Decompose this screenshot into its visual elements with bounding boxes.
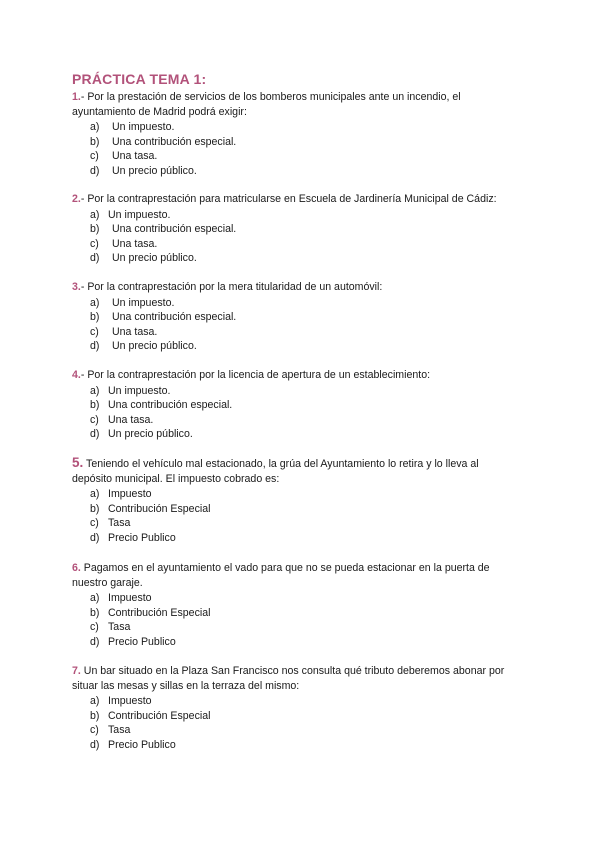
option-item (72, 606, 532, 621)
option-item (72, 502, 532, 517)
option-text: Impuesto (108, 695, 152, 708)
options-list (72, 694, 532, 752)
option-letter: a) (90, 488, 100, 501)
option-item (72, 384, 532, 399)
option-text: Una contribución especial. (112, 223, 237, 236)
option-text: Tasa (108, 724, 131, 737)
option-letter: d) (90, 252, 100, 265)
option-letter: c) (90, 413, 99, 426)
options-list (72, 296, 532, 354)
option-letter: b) (90, 311, 100, 324)
option-item (72, 222, 532, 237)
option-item (72, 149, 532, 164)
option-letter: d) (90, 635, 100, 648)
option-text: Contribución Especial (108, 606, 211, 619)
option-letter: a) (90, 208, 100, 221)
option-letter: c) (90, 517, 99, 530)
option-letter: d) (90, 340, 100, 353)
option-text: Tasa (108, 517, 131, 530)
option-item (72, 237, 532, 252)
option-letter: a) (90, 296, 100, 309)
options-list (72, 384, 532, 442)
option-text: Una tasa. (112, 325, 158, 338)
question-text-line: situar las mesas y sillas en la terraza del mismo: (72, 679, 300, 692)
question-text-line: 5. Teniendo el vehículo mal estacionado, la grúa del Ayuntamiento lo retira y lo lleva al (72, 455, 479, 470)
option-text: Precio Publico (108, 738, 176, 751)
option-text: Un precio público. (112, 164, 197, 177)
question-3 (72, 280, 532, 354)
option-text: Contribución Especial (108, 502, 211, 515)
option-text: Contribución Especial (108, 709, 211, 722)
question-2 (72, 192, 532, 266)
option-item (72, 325, 532, 340)
option-text: Una contribución especial. (112, 135, 237, 148)
question-number: 5. (72, 455, 84, 470)
question-number: 4. (72, 369, 81, 381)
question-number: 7. (72, 665, 81, 677)
options-list (72, 591, 532, 649)
question-text-line: 4.- Por la contraprestación por la licencia de apertura de un establecimiento: (72, 369, 431, 381)
option-letter: c) (90, 150, 99, 163)
option-letter: a) (90, 384, 100, 397)
option-item (72, 694, 532, 709)
option-item (72, 487, 532, 502)
question-6 (72, 561, 532, 650)
option-item (72, 339, 532, 354)
option-item (72, 723, 532, 738)
option-letter: a) (90, 121, 100, 134)
option-item (72, 738, 532, 753)
option-item (72, 120, 532, 135)
option-text: Una contribución especial. (108, 399, 233, 412)
option-text: Impuesto (108, 592, 152, 605)
option-text: Tasa (108, 621, 131, 634)
options-list (72, 120, 532, 178)
option-text: Un impuesto. (112, 121, 175, 134)
option-item (72, 208, 532, 223)
option-item (72, 251, 532, 266)
option-text: Una contribución especial. (112, 311, 237, 324)
question-text-line: 1.- Por la prestación de servicios de los bomberos municipales ante un incendio, el (72, 91, 461, 103)
option-letter: b) (90, 502, 100, 515)
question-text-line: 2.- Por la contraprestación para matricularse en Escuela de Jardinería Municipal de Cádiz: (72, 193, 497, 205)
option-text: Precio Publico (108, 531, 176, 544)
option-text: Un impuesto. (108, 208, 171, 221)
option-letter: c) (90, 325, 99, 338)
option-letter: d) (90, 738, 100, 751)
question-text-line: 6. Pagamos en el ayuntamiento el vado para que no se pueda estacionar en la puerta de (72, 562, 490, 574)
option-text: Precio Publico (108, 635, 176, 648)
option-item (72, 591, 532, 606)
option-letter: b) (90, 135, 100, 148)
option-letter: b) (90, 606, 100, 619)
question-4 (72, 368, 532, 442)
question-1 (72, 90, 532, 179)
option-letter: b) (90, 399, 100, 412)
option-letter: a) (90, 592, 100, 605)
options-list (72, 487, 532, 545)
option-text: Un impuesto. (108, 384, 171, 397)
question-number: 3. (72, 281, 81, 293)
option-text: Impuesto (108, 488, 152, 501)
option-item (72, 516, 532, 531)
option-letter: d) (90, 531, 100, 544)
option-item (72, 427, 532, 442)
question-text-line: 3.- Por la contraprestación por la mera titularidad de un automóvil: (72, 281, 383, 293)
option-item (72, 531, 532, 546)
option-letter: d) (90, 428, 100, 441)
option-text: Una tasa. (112, 237, 158, 250)
question-text-line: depósito municipal. El impuesto cobrado es: (72, 472, 280, 485)
option-item (72, 296, 532, 311)
question-5 (72, 456, 532, 546)
option-letter: c) (90, 621, 99, 634)
option-text: Una tasa. (108, 413, 154, 426)
option-item (72, 413, 532, 428)
question-text-line: ayuntamiento de Madrid podrá exigir: (72, 105, 247, 118)
option-item (72, 635, 532, 650)
question-text-line: nuestro garaje. (72, 576, 143, 589)
option-letter: b) (90, 709, 100, 722)
option-letter: c) (90, 237, 99, 250)
option-item (72, 709, 532, 724)
option-item (72, 164, 532, 179)
option-letter: c) (90, 724, 99, 737)
question-text-line: 7. Un bar situado en la Plaza San Francisco nos consulta qué tributo deberemos abonar por (72, 665, 505, 677)
option-item (72, 398, 532, 413)
option-item (72, 135, 532, 150)
question-number: 1. (72, 91, 81, 103)
option-letter: d) (90, 164, 100, 177)
page-title: PRÁCTICA TEMA 1: (72, 71, 207, 87)
option-item (72, 620, 532, 635)
options-list (72, 208, 532, 266)
question-number: 2. (72, 193, 81, 205)
option-text: Un precio público. (112, 252, 197, 265)
option-text: Un impuesto. (112, 296, 175, 309)
question-number: 6. (72, 562, 81, 574)
option-letter: b) (90, 223, 100, 236)
option-text: Una tasa. (112, 150, 158, 163)
option-text: Un precio público. (108, 428, 193, 441)
question-7 (72, 664, 532, 753)
option-text: Un precio público. (112, 340, 197, 353)
option-item (72, 310, 532, 325)
option-letter: a) (90, 695, 100, 708)
